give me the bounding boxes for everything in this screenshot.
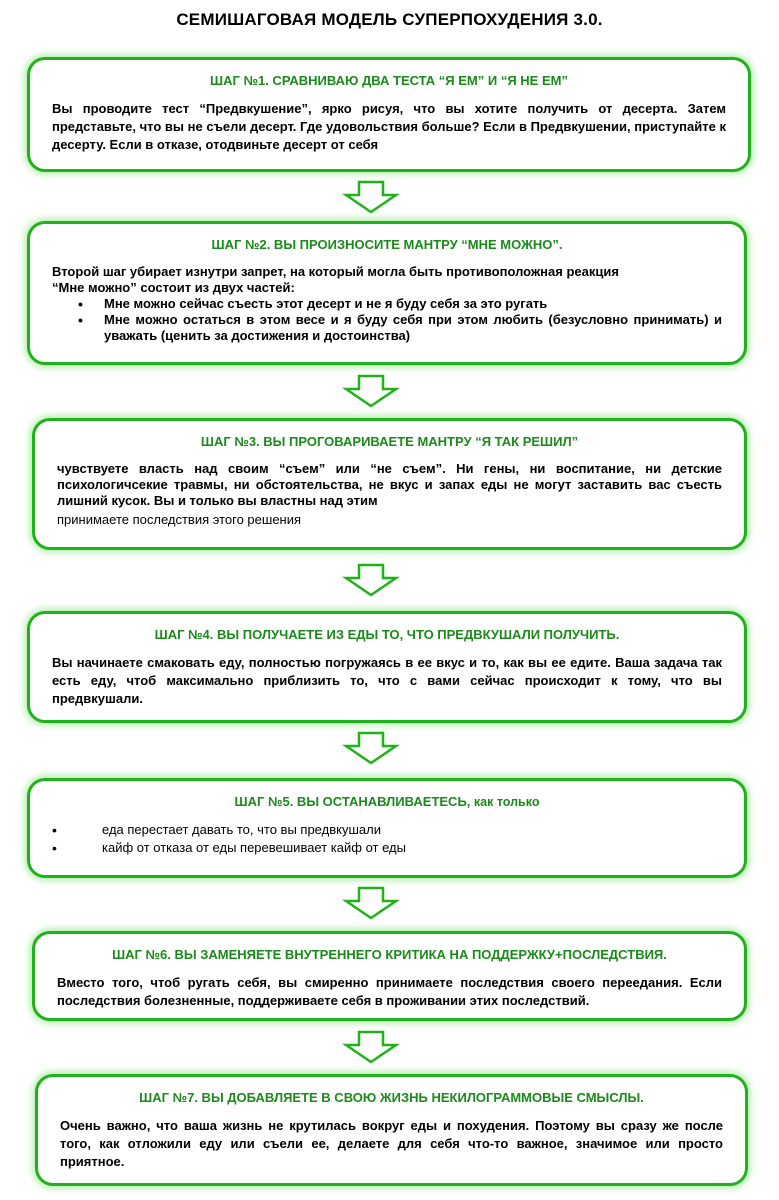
- step-1-text: Вы проводите тест “Предвкушение”, ярко рисуя, что вы хотите получить от десерта. Затем представьте, что вы не съели десерт. Где удовольствия больше? Если в Предвкушении, приступайте к десерту. Если в отказе, отодвиньте десерт от себя: [52, 101, 726, 152]
- down-arrow-icon: [342, 886, 400, 920]
- step-5-box: [27, 778, 747, 878]
- step-7-text: Очень важно, что ваша жизнь не крутилась вокруг еды и похудения. Поэтому вы сразу же после того, как отложили еду или съели ее, делаете для себя что-то важное, значимое или просто приятное.: [60, 1118, 723, 1169]
- step-5-body: [52, 821, 722, 857]
- step-3-box: [32, 418, 747, 550]
- step-5-heading-tail: как только: [470, 795, 540, 809]
- down-arrow-icon: [342, 180, 400, 214]
- step-4-box: [27, 611, 747, 723]
- step-1-heading: ШАГ №1. СРАВНИВАЮ ДВА ТЕСТА “Я ЕМ” И “Я НЕ ЕМ”: [210, 73, 568, 88]
- down-arrow-icon: [342, 731, 400, 765]
- step-1-body: [52, 100, 726, 154]
- step-5-heading-main: ШАГ №5. ВЫ ОСТАНАВЛИВАЕТЕСЬ,: [234, 794, 471, 809]
- step-2-bullet-1: • Мне можно сейчас съесть этот десерт и не я буду себя за это ругать: [52, 296, 722, 312]
- step-6-body: [57, 974, 722, 1010]
- step-7-box: [35, 1074, 748, 1186]
- step-3-heading: ШАГ №3. ВЫ ПРОГОВАРИВАЕТЕ МАНТРУ “Я ТАК РЕШИЛ”: [200, 434, 579, 449]
- step-5-heading: [52, 794, 722, 810]
- down-arrow-icon: [342, 1030, 400, 1064]
- step-4-text: Вы начинаете смаковать еду, полностью погружаясь в ее вкус и то, как вы ее едите. Ваша задача так есть еду, чтоб максимально приблизить то, что с вами сейчас происходит к тому, что вы предвкушали.: [52, 655, 722, 706]
- step-2-heading: ШАГ №2. ВЫ ПРОИЗНОСИТЕ МАНТРУ “МНЕ МОЖНО”.: [211, 237, 563, 252]
- step-3-text-2: принимаете последствия этого решения: [57, 512, 302, 527]
- step-7-heading: ШАГ №7. ВЫ ДОБАВЛЯЕТЕ В СВОЮ ЖИЗНЬ НЕКИЛОГРАММОВЫЕ СМЫСЛЫ.: [139, 1090, 644, 1105]
- step-6-text: Вместо того, чтоб ругать себя, вы смиренно принимаете последствия своего переедания. Если последствия болезненные, поддерживаете себя в проживании этих последствий.: [57, 975, 722, 1008]
- step-4-body: [52, 654, 722, 708]
- step-7-body: [60, 1117, 723, 1171]
- step-4-heading: ШАГ №4. ВЫ ПОЛУЧАЕТЕ ИЗ ЕДЫ ТО, ЧТО ПРЕДВКУШАЛИ ПОЛУЧИТЬ.: [154, 627, 620, 642]
- step-2-body: [52, 264, 722, 344]
- step-5-bullet-list: [52, 821, 722, 857]
- step-6-box: [32, 931, 747, 1021]
- step-5-bullet-2: • кайф от отказа от еды перевешивает кайф от еды: [52, 839, 722, 857]
- step-2-text-1: Второй шаг убирает изнутри запрет, на который могла быть противоположная реакция: [52, 264, 619, 279]
- step-3-text-1: чувствуете власть над своим “съем” или “не съем”. Ни гены, ни воспитание, ни детские психологичсекие травмы, ни обстоятельства, не вкус и запах еды не могут заставить вас съесть лишний кусок. Вы и только вы властны над этим: [57, 461, 722, 508]
- step-2-bullet-2: • Мне можно остаться в этом весе и я буду себя при этом любить (безусловно принимать) и уважать (ценить за достижения и достоинства): [52, 312, 722, 344]
- step-2-box: [27, 221, 747, 365]
- down-arrow-icon: [342, 374, 400, 408]
- step-3-body: [57, 461, 722, 528]
- page-title: СЕМИШАГОВАЯ МОДЕЛЬ СУПЕРПОХУДЕНИЯ 3.0.: [176, 10, 603, 29]
- step-2-text-2: “Мне можно” состоит из двух частей:: [52, 280, 295, 295]
- step-2-bullet-list: [52, 296, 722, 344]
- down-arrow-icon: [342, 563, 400, 597]
- step-5-bullet-1: • еда перестает давать то, что вы предвкушали: [52, 821, 722, 839]
- step-1-box: [27, 57, 751, 172]
- step-6-heading: ШАГ №6. ВЫ ЗАМЕНЯЕТЕ ВНУТРЕННЕГО КРИТИКА НА ПОДДЕРЖКУ+ПОСЛЕДСТВИЯ.: [112, 947, 667, 962]
